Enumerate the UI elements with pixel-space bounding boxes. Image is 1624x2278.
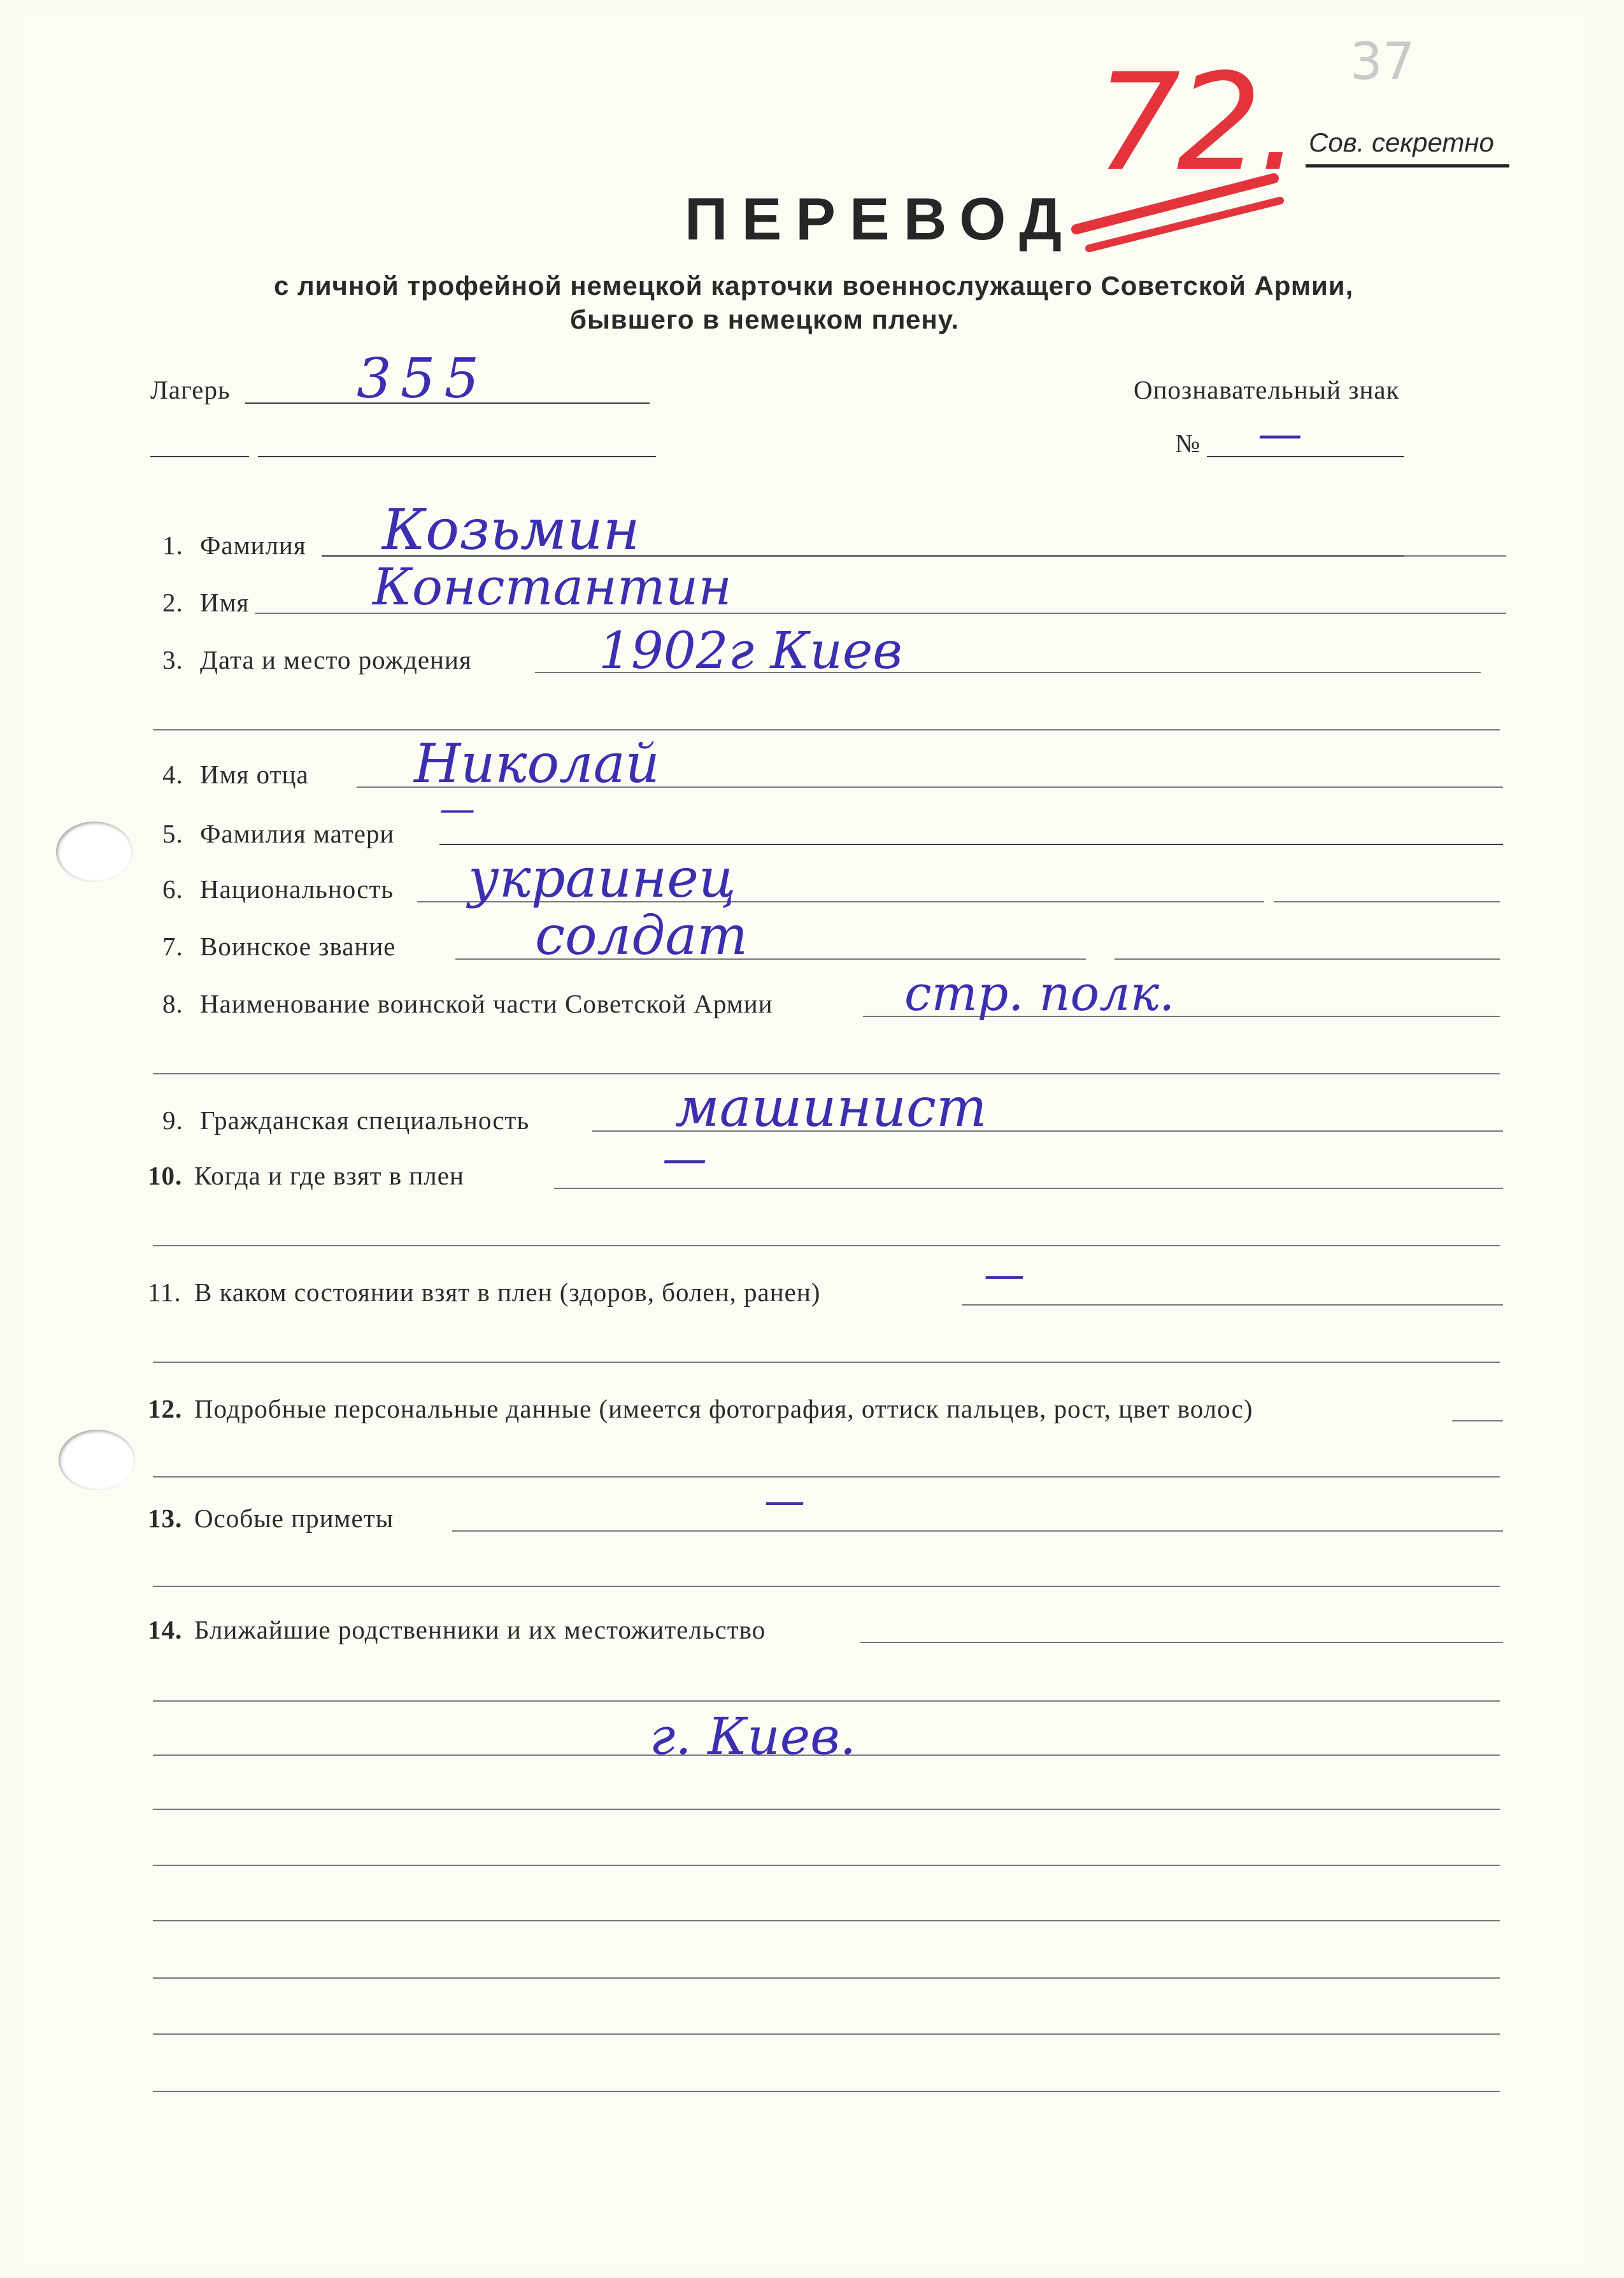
- field-11-number: 11.: [148, 1278, 182, 1307]
- field-14-label: Ближайшие родственники и их местожительство: [194, 1615, 766, 1644]
- camp-value: 355: [357, 347, 488, 411]
- field-11-value: —: [984, 1251, 1025, 1299]
- field-14-line-9: [153, 2091, 1500, 2092]
- field-1-number: 1.: [162, 530, 183, 560]
- field-13-line-2: [153, 1586, 1500, 1587]
- corner-pencil-number: 37: [1350, 32, 1415, 91]
- field-14-value: г. Киев.: [650, 1707, 857, 1766]
- field-12-line: [1452, 1420, 1503, 1421]
- field-9-value: машинист: [675, 1076, 987, 1139]
- secrecy-stamp: Сов. секретно: [1309, 127, 1494, 157]
- field-13-label: Особые приметы: [194, 1504, 394, 1533]
- field-8-number: 8.: [162, 989, 183, 1018]
- field-9-label: Гражданская специальность: [200, 1106, 530, 1135]
- field-13-number: 13.: [148, 1504, 183, 1533]
- field-1-line-b: [1404, 555, 1506, 557]
- red-underline-marks: [1070, 159, 1286, 255]
- field-12-line-2: [153, 1476, 1500, 1477]
- field-5-value: —: [439, 788, 475, 830]
- sheet-number-handwritten: 72.: [1095, 45, 1297, 201]
- field-10-line: [554, 1188, 1503, 1189]
- field-14-line-4: [153, 1809, 1500, 1810]
- field-7-number: 7.: [162, 932, 183, 961]
- field-5-label: Фамилия матери: [200, 819, 395, 848]
- field-12-number: 12.: [148, 1394, 183, 1423]
- document-sheet: [25, 13, 1586, 2267]
- field-7-label: Воинское звание: [200, 932, 396, 961]
- field-8-line-2: [153, 1073, 1500, 1074]
- field-6-value: украинец: [468, 847, 736, 909]
- page-title: ПЕРЕВОД: [685, 185, 1076, 252]
- camp-label: Лагерь: [150, 375, 231, 404]
- field-10-value: —: [662, 1132, 707, 1185]
- field-2-value: Константин: [373, 557, 732, 616]
- field-5-number: 5.: [162, 819, 183, 848]
- field-14-line-2: [153, 1700, 1500, 1702]
- field-10-line-2: [153, 1245, 1500, 1246]
- punch-hole-upper: [56, 822, 132, 882]
- field-4-value: Николай: [414, 732, 660, 795]
- field-10-label: Когда и где взят в плен: [194, 1161, 464, 1190]
- field-6-line-b: [1274, 901, 1500, 902]
- id-tag-number-label: №: [1175, 429, 1201, 458]
- field-2-number: 2.: [162, 588, 183, 617]
- camp-line-2a: [150, 456, 249, 457]
- field-6-number: 6.: [162, 874, 183, 904]
- punch-hole-lower: [59, 1430, 135, 1490]
- field-1-value: Козьмин: [382, 497, 640, 562]
- field-8-value: стр. полк.: [904, 965, 1175, 1022]
- field-13-value: —: [764, 1477, 805, 1525]
- field-14-line-5: [153, 1865, 1500, 1866]
- id-tag-label: Опознавательный знак: [1134, 375, 1400, 404]
- field-11-label: В каком состоянии взят в плен (здоров, болен, ранен): [194, 1278, 821, 1307]
- field-8-label: Наименование воинской части Советской Армии: [200, 989, 773, 1018]
- subtitle-line-2: бывшего в немецком плену.: [570, 304, 960, 334]
- field-1-label: Фамилия: [200, 530, 306, 560]
- field-7-value: солдат: [535, 904, 748, 967]
- field-13-line: [452, 1530, 1503, 1532]
- field-14-line-6: [153, 1920, 1500, 1921]
- field-2-label: Имя: [200, 588, 250, 617]
- field-14-line-8: [153, 2033, 1500, 2035]
- field-3-number: 3.: [162, 645, 183, 674]
- subtitle-line-1: с личной трофейной немецкой карточки военнослужащего Советской Армии,: [274, 271, 1354, 301]
- secrecy-underline: [1306, 164, 1509, 167]
- field-12-label: Подробные персональные данные (имеется фотография, оттиск пальцев, рост, цвет волос): [194, 1394, 1253, 1423]
- field-9-number: 9.: [162, 1106, 183, 1135]
- field-6-label: Национальность: [200, 874, 394, 904]
- field-7-line-b: [1115, 958, 1500, 960]
- field-14-number: 14.: [148, 1615, 183, 1644]
- field-3-label: Дата и место рождения: [200, 645, 472, 674]
- field-11-line-2: [153, 1362, 1500, 1363]
- camp-line-2b: [258, 456, 656, 457]
- field-4-label: Имя отца: [200, 760, 309, 789]
- field-5-line: [439, 844, 1503, 845]
- field-10-number: 10.: [148, 1161, 183, 1190]
- field-3-value: 1902г Киев: [599, 621, 902, 680]
- field-14-line-3: [153, 1755, 1500, 1756]
- field-4-number: 4.: [162, 760, 183, 789]
- id-tag-value: —: [1258, 408, 1302, 460]
- id-tag-line: [1207, 456, 1404, 457]
- field-14-line: [860, 1642, 1503, 1643]
- field-14-line-7: [153, 1977, 1500, 1979]
- field-3-line-2: [153, 729, 1500, 730]
- field-11-line: [962, 1304, 1503, 1306]
